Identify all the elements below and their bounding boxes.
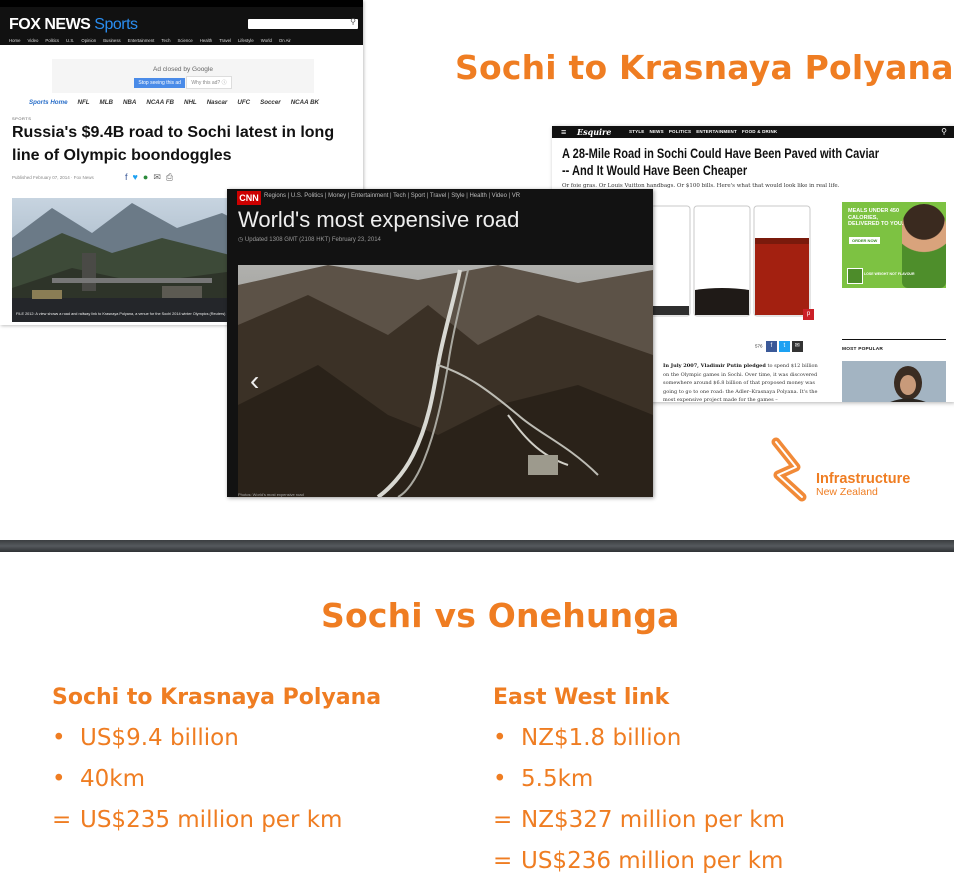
fox-nav-item[interactable]: Science (177, 38, 193, 43)
most-popular-photo[interactable] (842, 361, 946, 402)
left-bullet-list (52, 722, 342, 845)
left-column-heading: Sochi to Krasnaya Polyana (52, 685, 382, 710)
stop-seeing-ad-button[interactable]: Stop seeing this ad (134, 78, 185, 88)
cnn-nav[interactable]: Regions | U.S. Politics | Money | Entertainment | Tech | Sport | Travel | Style | Health | Video | VR (264, 193, 521, 199)
list-item (493, 722, 785, 763)
updated-timestamp (238, 236, 381, 243)
share-count: 576 (755, 343, 763, 349)
esquire-nav (629, 126, 782, 138)
right-bullet-list (493, 722, 785, 886)
clock-icon: ◷ (238, 237, 244, 243)
ad-tagline: LOSE WEIGHT NOT FLAVOUR (864, 272, 915, 276)
twitter-icon[interactable]: ♥ (132, 172, 138, 182)
slide-title: Sochi vs Onehunga (321, 596, 680, 635)
freshstart-ad[interactable] (842, 202, 946, 288)
bullet-marker: = (493, 848, 513, 874)
bullet-marker: • (493, 725, 507, 751)
esq-nav-item[interactable]: ENTERTAINMENT (696, 129, 737, 134)
list-item (52, 722, 342, 763)
slide-sochi-vs-onehunga (0, 552, 954, 886)
subnav-item[interactable]: NCAA FB (146, 99, 174, 106)
subnav-item[interactable]: NCAA BK (290, 99, 320, 106)
search-icon: ⚲ (350, 17, 356, 26)
ad-headline: MEALS UNDER 450 CALORIES, DELIVERED TO YOU. (848, 208, 904, 227)
right-column-heading: East West link (493, 685, 670, 710)
list-item (52, 804, 342, 845)
fox-nav-item[interactable]: On Air (278, 38, 291, 43)
fox-logo-text: FOX NEWS (9, 16, 91, 33)
esq-nav-item[interactable]: STYLE (629, 129, 645, 134)
article-kicker: SPORTS (12, 116, 32, 121)
email-icon[interactable]: ✉ (792, 341, 803, 352)
fox-nav-item[interactable]: Travel (219, 38, 231, 43)
esq-nav-item[interactable]: POLITICS (668, 129, 692, 134)
facebook-icon[interactable]: f (125, 172, 128, 182)
email-icon[interactable]: ✉ (153, 172, 161, 182)
fox-header (0, 7, 363, 45)
ad-logo-icon (847, 268, 863, 284)
divider (842, 339, 946, 340)
bullet-text: 40km (80, 766, 145, 792)
previous-slide-arrow-icon[interactable]: ‹ (250, 365, 260, 396)
esquire-dek: Or foie gras. Or Louis Vuitton handbags. Or $100 bills. Here's what that would look like in real life. (562, 183, 840, 189)
bullet-text: US$235 million per km (80, 807, 343, 833)
bullet-marker: • (52, 725, 66, 751)
share-bar (755, 341, 803, 352)
updated-text: Updated 1308 GMT (2108 HKT) February 23, 2014 (244, 237, 381, 243)
subnav-item[interactable]: NBA (122, 99, 137, 106)
bullet-text: US$236 million per km (521, 848, 784, 874)
mountain-road-photo (238, 265, 653, 497)
why-this-ad-button[interactable]: Why this ad? ⓘ (186, 76, 231, 89)
list-item (52, 763, 342, 804)
body-lead: In July 2007, Vladimir Putin pledged (663, 363, 766, 369)
list-item (493, 845, 785, 886)
subnav-item[interactable]: UFC (237, 99, 251, 106)
infrastructure-logo-mark-icon (766, 437, 814, 503)
twitter-icon[interactable]: t (779, 341, 790, 352)
cnn-gallery-screenshot (227, 189, 653, 497)
share-icons (125, 172, 173, 183)
gallery-title: World's most expensive road (238, 207, 520, 232)
bullet-marker: = (493, 807, 513, 833)
esq-nav-item[interactable]: NEWS (649, 129, 664, 134)
subnav-item[interactable]: NHL (183, 99, 197, 106)
fox-nav-item[interactable]: Opinion (81, 38, 97, 43)
comment-icon[interactable]: ● (142, 172, 149, 182)
subnav-item[interactable]: Nascar (206, 99, 228, 106)
infrastructure-name: Infrastructure (816, 471, 911, 487)
list-item (493, 763, 785, 804)
bullet-text: NZ$327 million per km (521, 807, 785, 833)
photo-caption: FILE 2012: A view shows a road and railway link to Krasnaya Polyana, a venue for the Sochi 2014 winter Olympics (Reuters) (16, 312, 226, 316)
cnn-logo[interactable]: CNN (237, 191, 261, 205)
fox-sports-subnav (29, 99, 329, 106)
body-rest: to spend $12 billion on the Olympic games in Sochi. Over time, it was discovered somewhere around $6.8 billion of that proposed money was going to go to one road: the Adler–Krasnaya Polyana. It's the most expensive project made for the games – (663, 363, 818, 402)
fox-nav-item[interactable]: Home (9, 38, 21, 43)
fox-nav-item[interactable]: Tech (161, 38, 171, 43)
fox-nav-item[interactable]: Lifestyle (237, 38, 254, 43)
fox-nav-item[interactable]: Video (27, 38, 39, 43)
subnav-item[interactable]: NFL (77, 99, 90, 106)
infrastructure-nz-logo (766, 437, 936, 503)
fox-nav-item[interactable]: Health (199, 38, 213, 43)
esquire-header (552, 126, 954, 138)
fox-nav-item[interactable]: Politics (45, 38, 60, 43)
fox-ad-closed-box (52, 59, 314, 93)
fox-nav-item[interactable]: Entertainment (127, 38, 155, 43)
bullet-marker: = (52, 807, 72, 833)
subnav-item[interactable]: Soccer (260, 99, 281, 106)
fox-news-logo[interactable] (9, 16, 138, 34)
subnav-item[interactable]: MLB (99, 99, 113, 106)
infrastructure-subname: New Zealand (816, 486, 878, 498)
esquire-headline: A 28-Mile Road in Sochi Could Have Been Paved with Caviar -- And It Would Have Been Cheaper (562, 146, 880, 178)
bullet-marker: • (493, 766, 507, 792)
subnav-item[interactable]: Sports Home (29, 99, 68, 106)
ad-closed-text: Ad closed by Google (153, 66, 213, 73)
menu-icon[interactable]: ≡ (561, 127, 567, 137)
bullet-text: NZ$1.8 billion (521, 725, 682, 751)
gallery-caption: Photos: World's most expensive road (238, 492, 304, 497)
article-published-date: Published February 07, 2014 · Fox News (12, 175, 94, 180)
fox-nav-item[interactable]: Business (103, 38, 121, 43)
pinterest-icon[interactable]: p (803, 309, 814, 320)
fox-nav-item[interactable]: U.S. (66, 38, 75, 43)
slide-divider (0, 540, 954, 552)
fox-nav-item[interactable]: World (260, 38, 272, 43)
facebook-icon[interactable]: f (766, 341, 777, 352)
most-popular-heading: MOST POPULAR (842, 347, 884, 352)
esquire-logo[interactable]: Esquire (577, 127, 612, 137)
bullet-text: US$9.4 billion (80, 725, 239, 751)
fox-search-input[interactable] (248, 19, 358, 29)
search-icon[interactable]: ⚲ (941, 127, 947, 136)
bullet-text: 5.5km (521, 766, 594, 792)
bullet-marker: • (52, 766, 66, 792)
esquire-body-text (663, 362, 823, 402)
fox-logo-suffix: Sports (94, 16, 138, 33)
fox-top-strip (0, 0, 363, 7)
article-photo-road-and-railway (12, 198, 242, 322)
fox-main-nav (9, 38, 298, 43)
list-item (493, 804, 785, 845)
esq-nav-item[interactable]: FOOD & DRINK (741, 129, 778, 134)
article-headline: Russia's $9.4B road to Sochi latest in long line of Olympic boondoggles (12, 124, 335, 164)
slide-title: Sochi to Krasnaya Polyana (455, 48, 954, 87)
print-icon[interactable]: ⎙ (165, 172, 174, 182)
order-now-button[interactable]: ORDER NOW (849, 237, 880, 244)
